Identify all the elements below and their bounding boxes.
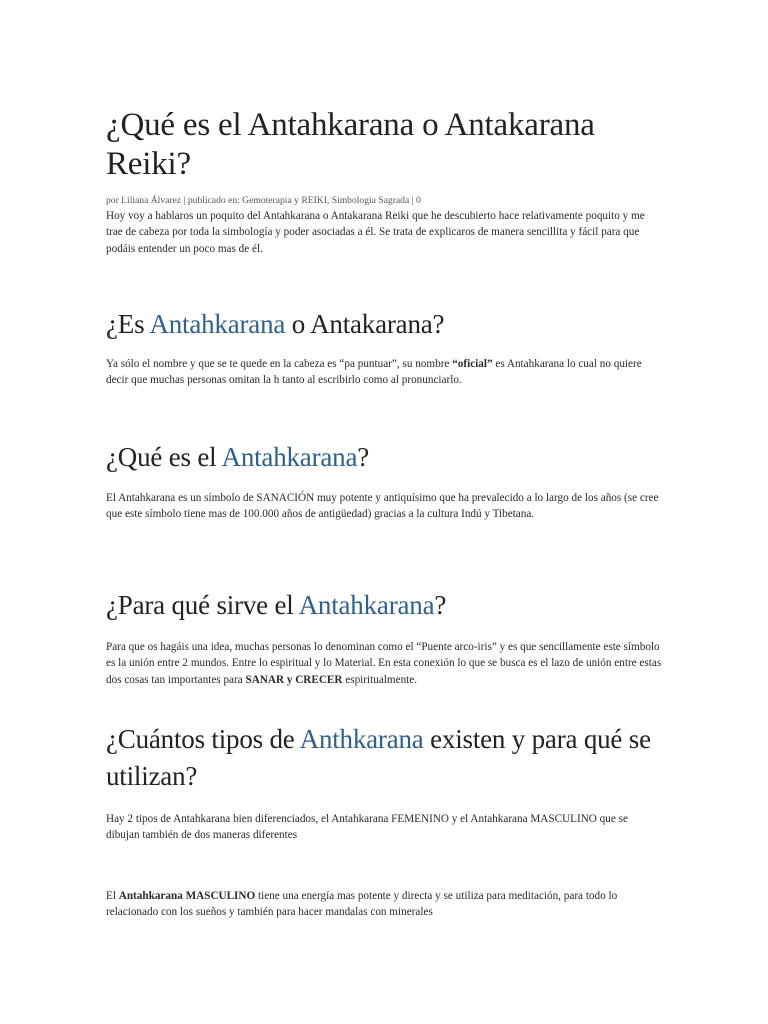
heading-para-que-sirve [106, 587, 662, 624]
heading-text: ? [357, 442, 370, 472]
paragraph-text: es Antahkarana lo cual no quiere decir que muchas personas omitan la h tanto al escribirlo como al pronunciarlo. [106, 358, 642, 387]
heading-keyword-link[interactable]: Antahkarana [149, 309, 286, 339]
heading-text: ¿Qué es el [106, 442, 222, 472]
paragraph-puente [106, 639, 662, 688]
paragraph-text: espiritualmente. [342, 673, 418, 686]
heading-text: ¿Es [106, 309, 150, 339]
heading-text: ? [434, 590, 447, 620]
paragraph-simbolo: El Antahkarana es un símbolo de SANACIÓN muy potente y antiquísimo que ha prevalecido a lo largo de los años (se cree que este símbolo tiene mas de 100.000 años de antigüedad) gracias a la cultura Indú y Tibetana. [106, 492, 659, 521]
bold-text: Antahkarana MASCULINO [118, 890, 256, 902]
post-meta: por Liliana Álvarez | publicado en: Gemoterapia y REIKI, Simbología Sagrada | 0 [106, 195, 421, 206]
heading-keyword-link[interactable]: Antahkarana [298, 590, 435, 620]
paragraph-nombre [106, 356, 662, 389]
heading-text: ¿Cuántos tipos de [106, 724, 300, 754]
paragraph-tipos: Hay 2 tipos de Antahkarana bien diferenciados, el Antahkarana FEMENINO y el Antahkarana MASCULINO que se dibujan también de dos maneras diferentes [106, 813, 628, 842]
paragraph-text: Para que os hagáis una idea, muchas personas lo denominan como el “Puente arco-iris” y es que sencillamente este símbolo es la unión entre 2 mundos. Entre lo espiritual y lo Material. En esta conexión lo que se busca es el lazo de unión entre estas dos cosas tan importantes para [106, 641, 662, 686]
heading-text: ¿Para qué sirve el [106, 590, 299, 620]
paragraph-text: tiene una energía mas potente y directa y se utiliza para meditación, para todo lo relacionado con los sueños y también para hacer mandalas con minerales [106, 890, 618, 919]
page-title: ¿Qué es el Antahkarana o Antakarana Reiki? [106, 107, 595, 182]
heading-cuantos-tipos [106, 721, 662, 795]
paragraph-text: El [106, 890, 119, 902]
bold-text: SANAR y CRECER [245, 673, 343, 686]
heading-es-antahkarana [106, 306, 662, 343]
bold-text: “oficial” [452, 358, 493, 370]
paragraph-text: Ya sólo el nombre y que se te quede en la cabeza es “pa puntuar”, su nombre [106, 358, 453, 370]
heading-text: o Antakarana? [285, 309, 445, 339]
heading-text: existen y para qué se utilizan? [106, 724, 651, 791]
heading-que-es [106, 439, 662, 476]
paragraph-masculino [106, 888, 662, 921]
intro-paragraph: Hoy voy a hablaros un poquito del Antahkarana o Antakarana Reiki que he descubierto hace relativamente poquito y me trae de cabeza por toda la simbología y poder asociadas a él. Se trata de explicaros de manera sencillita y fácil para que podáis entender un poco mas de él. [106, 210, 645, 255]
heading-keyword-link[interactable]: Antahkarana [221, 442, 358, 472]
heading-keyword-link[interactable]: Anthkarana [299, 724, 424, 754]
